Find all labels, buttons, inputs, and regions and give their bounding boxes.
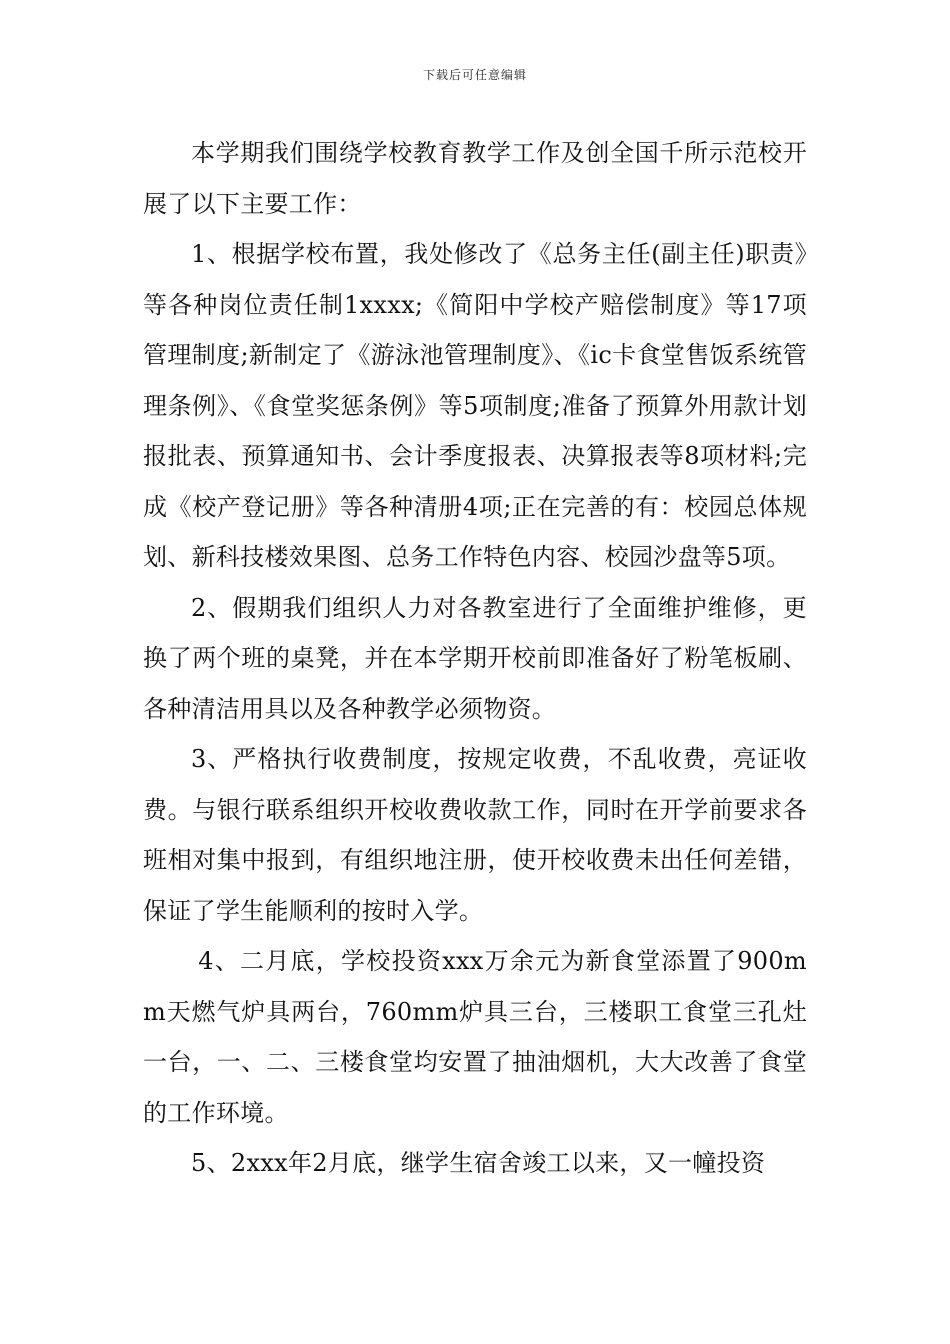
paragraph-item-4: 4、二月底，学校投资xxx万余元为新食堂添置了900mm天燃气炉具两台，760mm炉具三台，三楼职工食堂三孔灶一台，一、二、三楼食堂均安置了抽油烟机，大大改善了食堂的工作环境。 — [143, 947, 807, 1127]
paragraph-item-3: 3、严格执行收费制度，按规定收费，不乱收费，亮证收费。与银行联系组织开校收费收款工作，同时在开学前要求各班相对集中报到，有组织地注册，使开校收费未出任何差错，保证了学生能顺利的按时入学。 — [143, 745, 807, 925]
paragraph-item-5: 5、2xxx年2月底，继学生宿舍竣工以来，又一幢投资 — [191, 1149, 766, 1177]
paragraph-intro: 本学期我们围绕学校教育教学工作及创全国千所示范校开展了以下主要工作： — [143, 139, 807, 218]
page-header: 下载后可任意编辑 — [422, 68, 527, 82]
document-body — [143, 128, 807, 1189]
paragraph-item-2: 2、假期我们组织人力对各教室进行了全面维护维修，更换了两个班的桌凳，并在本学期开校前即准备好了粉笔板刷、各种清洁用具以及各种教学必须物资。 — [143, 593, 807, 723]
paragraph-item-1: 1、根据学校布置，我处修改了《总务主任(副主任)职责》等各种岗位责任制1xxxx;《简阳中学校产赔偿制度》等17项管理制度;新制定了《游泳池管理制度》、《ic卡食堂售饭系统管理条例》、《食堂奖惩条例》等5项制度;准备了预算外用款计划报批表、预算通知书、会计季度报表、决算报表等8项材料;完成《校产登记册》等各种清册4项;正在完善的有：校园总体规划、新科技楼效果图、总务工作特色内容、校园沙盘等5项。 — [143, 240, 807, 571]
